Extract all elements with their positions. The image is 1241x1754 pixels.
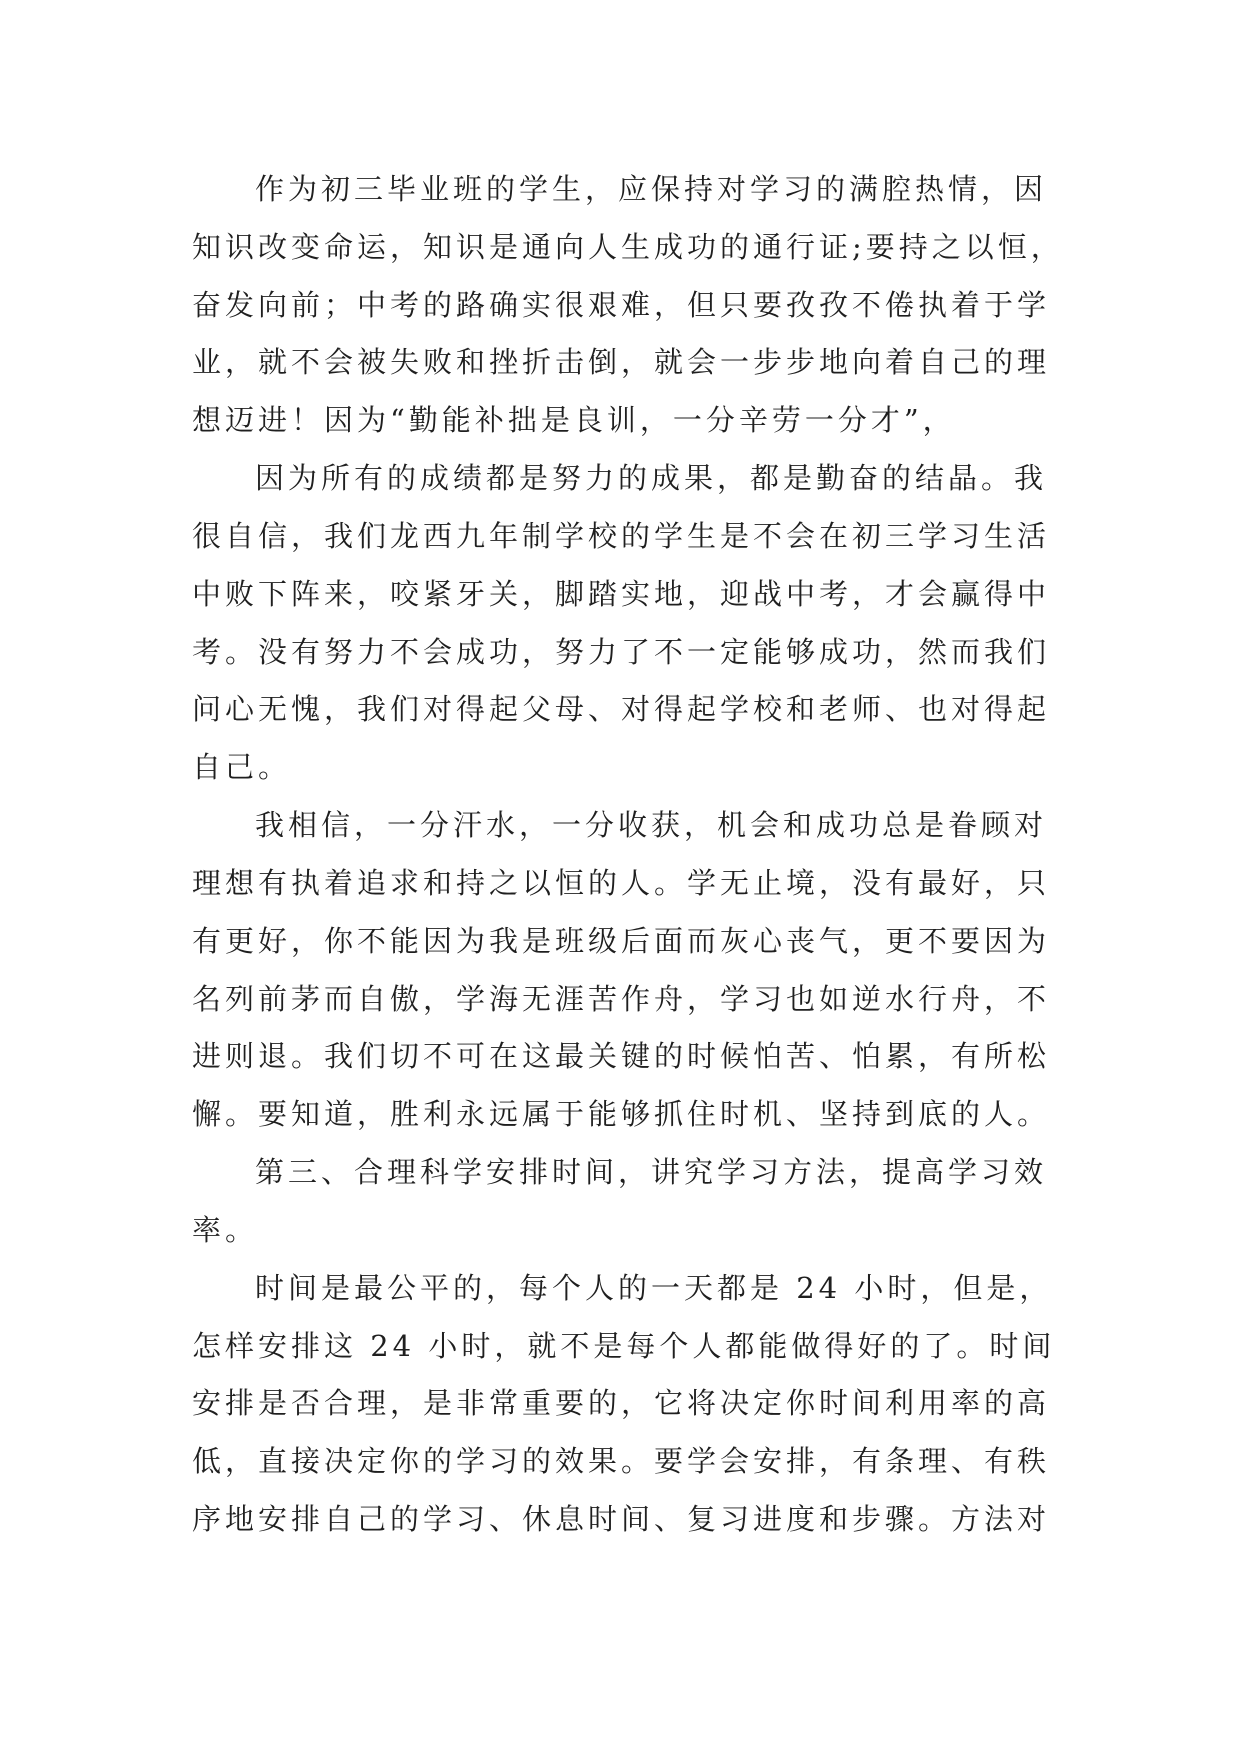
- paragraph-3: [192, 797, 1072, 1144]
- text-line: 率。: [192, 1212, 259, 1247]
- text-line: 很自信，我们龙西九年制学校的学生是不会在初三学习生活: [192, 518, 1051, 553]
- paragraph-5: [192, 1260, 1072, 1549]
- text-line: 序地安排自己的学习、休息时间、复习进度和步骤。方法对: [192, 1502, 1051, 1537]
- text-line: 因为所有的成绩都是努力的成果，都是勤奋的结晶。我: [255, 461, 1048, 496]
- text-line: 时间是最公平的，每个人的一天都是 24 小时，但是，: [255, 1270, 1053, 1305]
- text-line: 中败下阵来，咬紧牙关，脚踏实地，迎战中考，才会赢得中: [192, 576, 1051, 611]
- text-line: 怎样安排这 24 小时，就不是每个人都能做得好的了。时间: [192, 1328, 1056, 1363]
- text-line: 懈。要知道，胜利永远属于能够抓住时机、坚持到底的人。: [192, 1097, 1051, 1132]
- section-heading-paragraph: [192, 1144, 1072, 1260]
- document-body: [192, 161, 1072, 1549]
- text-line: 有更好，你不能因为我是班级后面而灰心丧气，更不要因为: [192, 923, 1051, 958]
- text-line: 理想有执着追求和持之以恒的人。学无止境，没有最好，只: [192, 865, 1051, 900]
- text-line: 想迈进！因为“勤能补拙是良训，一分辛劳一分才”，: [192, 403, 956, 438]
- paragraph-1: [192, 161, 1072, 450]
- text-line: 安排是否合理，是非常重要的，它将决定你时间利用率的高: [192, 1386, 1051, 1421]
- text-line: 第三、合理科学安排时间，讲究学习方法，提高学习效: [255, 1155, 1048, 1190]
- text-line: 我相信，一分汗水，一分收获，机会和成功总是眷顾对: [255, 808, 1048, 843]
- text-line: 考。没有努力不会成功，努力了不一定能够成功，然而我们: [192, 634, 1051, 669]
- text-line: 作为初三毕业班的学生，应保持对学习的满腔热情，因: [255, 172, 1048, 206]
- text-line: 名列前茅而自傲，学海无涯苦作舟，学习也如逆水行舟，不: [192, 981, 1051, 1016]
- text-line: 进则退。我们切不可在这最关键的时候怕苦、怕累，有所松: [192, 1039, 1051, 1074]
- text-line: 问心无愧，我们对得起父母、对得起学校和老师、也对得起: [192, 692, 1051, 727]
- text-line: 业，就不会被失败和挫折击倒，就会一步步地向着自己的理: [192, 345, 1051, 380]
- text-line: 自己。: [192, 750, 292, 785]
- text-line: 奋发向前；中考的路确实很艰难，但只要孜孜不倦执着于学: [192, 287, 1051, 322]
- text-line: 知识改变命运，知识是通向人生成功的通行证;要持之以恒，: [192, 229, 1064, 264]
- text-line: 低，直接决定你的学习的效果。要学会安排，有条理、有秩: [192, 1444, 1051, 1479]
- paragraph-2: [192, 450, 1072, 797]
